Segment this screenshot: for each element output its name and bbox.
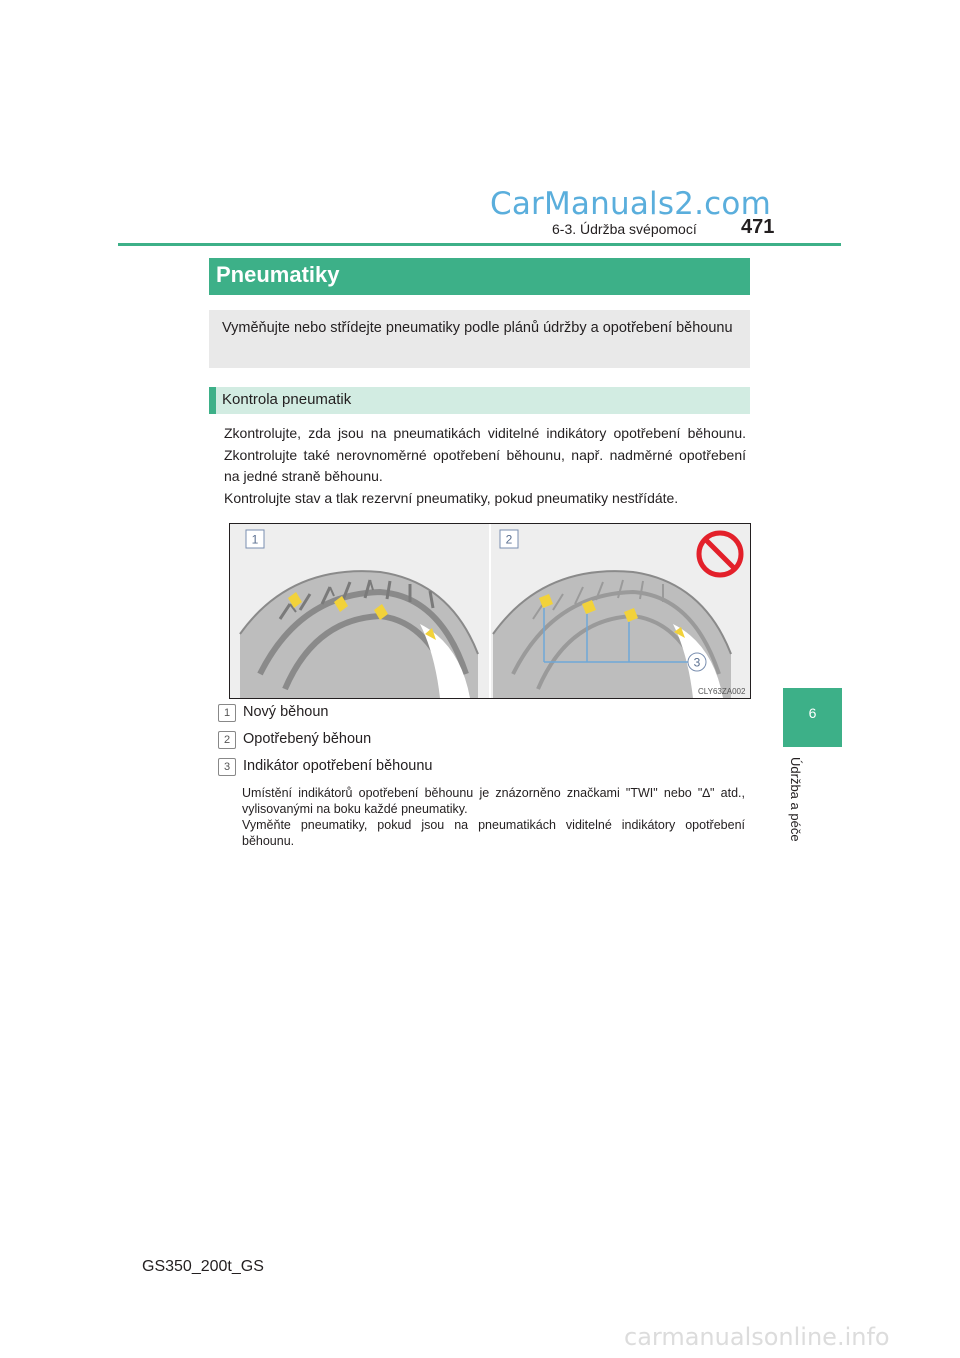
callout-1	[246, 530, 264, 548]
watermark-bottom: carmanualsonline.info	[624, 1323, 890, 1351]
body-paragraph-2: Kontrolujte stav a tlak rezervní pneumatiky, pokud pneumatiky nestřídáte.	[224, 489, 679, 506]
callout-3	[688, 653, 706, 671]
figure-code: CLY63ZA002	[698, 687, 746, 696]
intro-text: Vyměňujte nebo střídejte pneumatiky podle plánů údržby a opotřebení běhounu	[222, 320, 733, 336]
watermark-top: CarManuals2.com	[490, 186, 771, 222]
legend-badge-2: 2	[218, 731, 236, 749]
callout-2-label: 2	[505, 532, 513, 547]
legend-badge-1: 1	[218, 704, 236, 722]
chapter-title-vertical: Údržba a péče	[788, 757, 803, 842]
legend-label-2: Opotřebený běhoun	[243, 731, 372, 747]
callout-3-label: 3	[693, 655, 701, 670]
body-text	[224, 423, 746, 509]
header-section-title: 6-3. Údržba svépomocí	[552, 221, 697, 237]
chapter-tab: 6	[783, 688, 842, 747]
legend-label-3: Indikátor opotřebení běhounu	[243, 758, 433, 774]
callout-2	[500, 530, 518, 548]
body-paragraph-1: Zkontrolujte, zda jsou na pneumatikách viditelné indikátory opotřebení běhounu. Zkontrolujte také nerovnoměrné opotřebení běhounu, např. nadměrné opotřebení na jedné straně běhounu.	[224, 425, 746, 484]
legend-label-1: Nový běhoun	[243, 704, 329, 720]
note-text	[242, 785, 745, 849]
page-title: Pneumatiky	[216, 262, 340, 287]
note-line-1: Umístění indikátorů opotřebení běhounu je znázorněno značkami "TWI" nebo "∆" atd., vylisovanými na boku každé pneumatiky.	[242, 786, 745, 816]
header-rule	[118, 243, 841, 246]
page-number: 471	[741, 216, 775, 238]
note-line-2: Vyměňte pneumatiky, pokud jsou na pneumatikách viditelné indikátory opotřebení běhounu.	[242, 818, 745, 848]
callout-1-label: 1	[251, 532, 259, 547]
tire-illustration	[230, 524, 750, 698]
legend-badge-3: 3	[218, 758, 236, 776]
tire-figure	[229, 523, 751, 699]
subsection-bar	[209, 387, 216, 414]
footer-model: GS350_200t_GS	[142, 1258, 264, 1275]
subsection-title: Kontrola pneumatik	[222, 391, 352, 408]
